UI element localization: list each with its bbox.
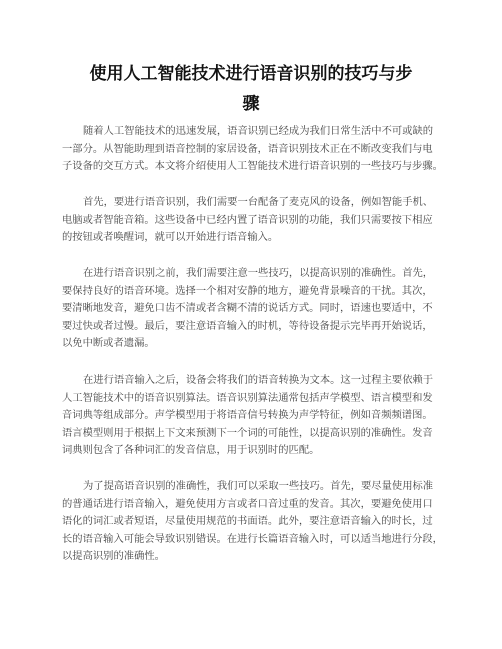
document-title-line-2: 骤 — [242, 94, 260, 114]
paragraph-3 — [62, 265, 440, 353]
paragraph-line: 的按钮或者唤醒词，就可以开始进行语音输入。 — [62, 231, 279, 244]
paragraph-line: 音词典等组成部分。声学模型用于将语音信号转换为声学特征，例如音频频谱图。 — [62, 409, 433, 422]
paragraph-line: 以免中断或者遗漏。 — [62, 337, 155, 350]
paragraph-line: 长的语音输入可能会导致识别错误。在进行长篇语音输入时，可以适当地进行分段， — [62, 532, 443, 545]
paragraph-line: 人工智能技术中的语音识别算法。语音识别算法通常包括声学模型、语言模型和发 — [62, 391, 433, 404]
paragraph-line: 语言模型则用于根据上下文来预测下一个词的可能性，以提高识别的准确性。发音 — [62, 426, 433, 439]
paragraph-line: 一部分。从智能助理到语音控制的家居设备，语音识别技术正在不断改变我们与电 — [62, 142, 433, 155]
paragraph-line: 词典则包含了各种词汇的发音信息，用于识别时的匹配。 — [62, 444, 320, 457]
paragraph-2 — [62, 194, 440, 247]
paragraph-line: 要过快或者过慢。最后，要注意语音输入的时机，等待设备提示完毕再开始说话， — [62, 319, 433, 332]
paragraph-line: 要清晰地发音，避免口齿不清或者含糊不清的说话方式。同时，语速也要适中，不 — [62, 302, 433, 315]
paragraph-line: 为了提高语音识别的准确性，我们可以采取一些技巧。首先，要尽量使用标准 — [83, 480, 434, 492]
paragraph-1 — [62, 123, 443, 176]
paragraph-4 — [62, 372, 440, 460]
paragraph-line: 的普通话进行语音输入，避免使用方言或者口音过重的发音。其次，要避免使用口 — [62, 497, 433, 510]
paragraph-line: 首先，要进行语音识别，我们需要一台配备了麦克风的设备，例如智能手机、 — [83, 196, 434, 208]
paragraph-line: 语化的词汇或者短语，尽量使用规范的书面语。此外，要注意语音输入的时长，过 — [62, 515, 433, 528]
document-title-line-1: 使用人工智能技术进行语音识别的技巧与步 — [89, 64, 413, 84]
paragraph-line: 电脑或者智能音箱。这些设备中已经内置了语音识别的功能，我们只需要按下相应 — [62, 213, 433, 226]
paragraph-5 — [62, 478, 443, 566]
paragraph-line: 以提高识别的准确性。 — [62, 550, 165, 563]
paragraph-line: 在进行语音识别之前，我们需要注意一些技巧，以提高识别的准确性。首先， — [83, 267, 434, 279]
paragraph-line: 子设备的交互方式。本文将介绍使用人工智能技术进行语音识别的一些技巧与步骤。 — [62, 160, 443, 173]
paragraph-line: 要保持良好的语音环境。选择一个相对安静的地方，避免背景噪音的干扰。其次， — [62, 284, 433, 297]
paragraph-line: 在进行语音输入之后，设备会将我们的语音转换为文本。这一过程主要依赖于 — [83, 374, 434, 386]
paragraph-line: 随着人工智能技术的迅速发展，语音识别已经成为我们日常生活中不可或缺的 — [83, 125, 434, 137]
